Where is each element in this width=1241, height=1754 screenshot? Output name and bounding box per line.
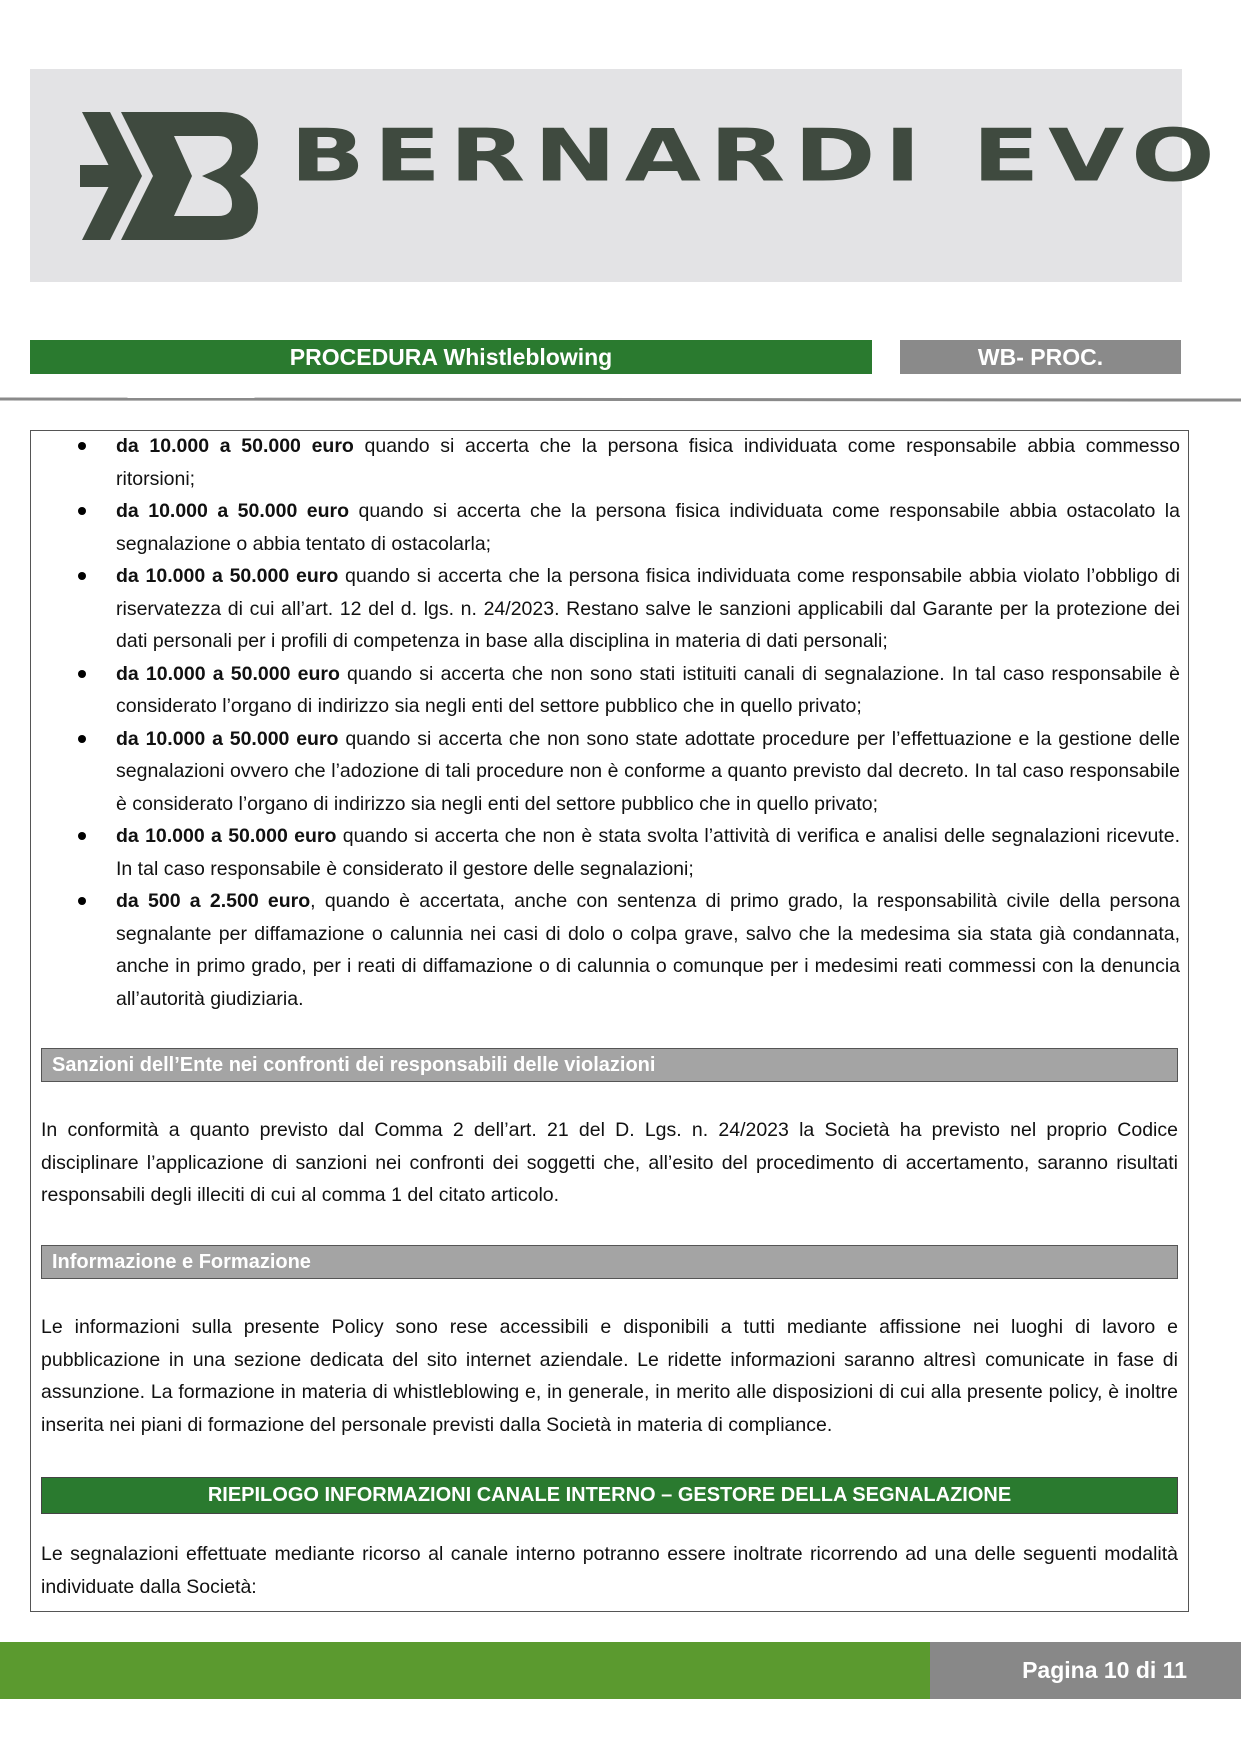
sanction-amount: da 500 a 2.500 euro xyxy=(116,890,311,912)
section-heading-text: Informazione e Formazione xyxy=(52,1250,311,1273)
section-heading-text: RIEPILOGO INFORMAZIONI CANALE INTERNO – GESTORE DELLA SEGNALAZIONE xyxy=(207,1484,1012,1506)
document-code: WB- PROC. xyxy=(977,343,1104,370)
bullet-icon xyxy=(78,832,86,840)
list-item xyxy=(40,723,1180,821)
bernardi-logo-icon xyxy=(80,112,260,240)
sanction-text: quando si accerta che la persona fisica individuata come responsabile abbia violato l’obbligo di riservatezza di cui all’art. 12 del d. lgs. n. 24/2023. Restano salve le sanzioni applicabili dal Garante per la protezione dei dati personali per i profili di competenza in base alla disciplina in materia di dati personali; xyxy=(116,565,1180,652)
bullet-icon xyxy=(78,897,86,905)
bullet-icon xyxy=(78,572,86,580)
sanction-text: , quando è accertata, anche con sentenza di primo grado, la responsabilità civile della persona segnalante per diffamazione o calunnia nei casi di dolo o colpa grave, salvo che la medesima sia stata già condannata, anche in primo grado, per i reati di diffamazione o di calunnia o comunque per i medesimi reati commessi con la denuncia all’autorità giudiziaria. xyxy=(116,890,1180,1010)
bullet-icon xyxy=(78,735,86,743)
page-number: Pagina 10 di 11 xyxy=(1022,1657,1187,1683)
list-item xyxy=(40,560,1180,658)
sanction-text: quando si accerta che la persona fisica individuata come responsabile abbia commesso ritorsioni; xyxy=(116,435,1180,490)
document-title-bar xyxy=(30,340,872,374)
brand-name: BERNARDI EVO xyxy=(290,113,1224,198)
list-item xyxy=(40,885,1180,1015)
sanction-amount: da 10.000 a 50.000 euro xyxy=(116,662,340,685)
paragraph-sanzioni-ente: In conformità a quanto previsto dal Comma 2 dell’art. 21 del D. Lgs. n. 24/2023 la Società ha previsto nel proprio Codice disciplinare l’applicazione di sanzioni nei confronti dei soggetti che, all’esito del procedimento di accertamento, saranno risultati responsabili degli illeciti di cui al comma 1 del citato articolo. xyxy=(41,1119,1178,1206)
sanction-text: quando si accerta che non è stata svolta l’attività di verifica e analisi delle segnalazioni ricevute. In tal caso responsabile è considerato il gestore delle segnalazioni; xyxy=(116,825,1180,880)
list-item xyxy=(40,495,1180,560)
sanction-text: quando si accerta che la persona fisica individuata come responsabile abbia ostacolato la segnalazione o abbia tentato di ostacolarla; xyxy=(116,500,1180,555)
paragraph-riepilogo: Le segnalazioni effettuate mediante ricorso al canale interno potranno essere inoltrate ricorrendo ad una delle seguenti modalità individuate dalla Società: xyxy=(41,1543,1178,1598)
bullet-icon xyxy=(78,670,86,678)
section-heading-sanzioni-ente xyxy=(41,1048,1178,1082)
footer-bar xyxy=(0,1642,930,1699)
sanction-amount: da 10.000 a 50.000 euro xyxy=(116,435,354,457)
bullet-icon xyxy=(78,442,86,450)
section-heading-riepilogo xyxy=(41,1477,1178,1514)
list-item xyxy=(40,430,1180,495)
sanction-amount: da 10.000 a 50.000 euro xyxy=(116,565,339,587)
header-divider xyxy=(0,397,1241,401)
sanction-text: quando si accerta che non sono stati istituiti canali di segnalazione. In tal caso responsabile è considerato l’organo di indirizzo sia negli enti del settore pubblico che in quello privato; xyxy=(116,662,1180,717)
sanction-text: quando si accerta che non sono state adottate procedure per l’effettuazione e la gestione delle segnalazioni ovvero che l’adozione di tali procedure non è conforme a quanto previsto dal decreto. In tal caso responsabile è considerato l’organo di indirizzo sia negli enti del settore pubblico che in quello privato; xyxy=(116,727,1180,815)
list-item xyxy=(40,658,1180,723)
page-number-box xyxy=(930,1642,1241,1699)
sanctions-list xyxy=(40,430,1180,1015)
section-heading-text: Sanzioni dell’Ente nei confronti dei responsabili delle violazioni xyxy=(52,1053,656,1076)
sanction-amount: da 10.000 a 50.000 euro xyxy=(116,727,339,750)
paragraph-informazione-formazione: Le informazioni sulla presente Policy sono rese accessibili e disponibili a tutti mediante affissione nei luoghi di lavoro e pubblicazione in una sezione dedicata del sito internet aziendale. Le ridette informazioni saranno altresì comunicate in fase di assunzione. La formazione in materia di whistleblowing e, in generale, in merito alle disposizioni di cui alla presente policy, è inoltre inserita nei piani di formazione del personale previsti dalla Società in materia di compliance. xyxy=(41,1316,1178,1436)
bullet-icon xyxy=(78,507,86,515)
document-code-bar xyxy=(900,340,1181,374)
section-heading-informazione-formazione xyxy=(41,1245,1178,1279)
sanction-amount: da 10.000 a 50.000 euro xyxy=(116,500,350,522)
document-title: PROCEDURA Whistleblowing xyxy=(289,343,613,370)
list-item xyxy=(40,820,1180,885)
sanction-amount: da 10.000 a 50.000 euro xyxy=(116,825,337,847)
